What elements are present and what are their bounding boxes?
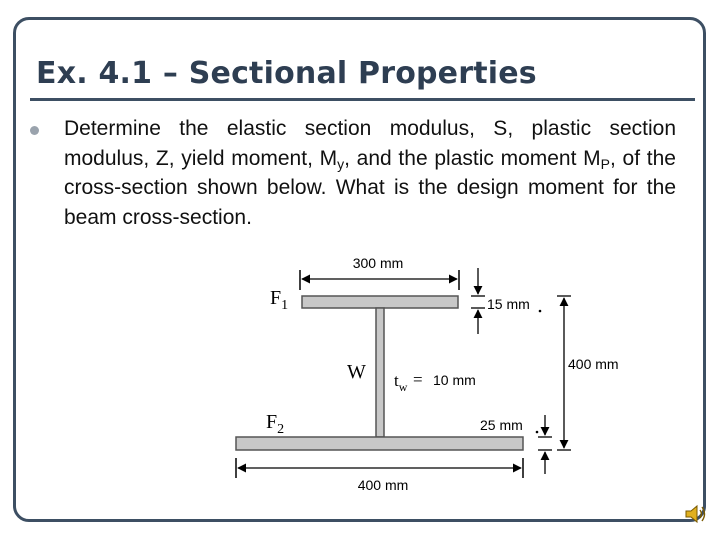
web-thickness-symbol: $t_w$ <box>394 371 408 394</box>
bottom-width-label: 400 mm <box>357 477 409 493</box>
web-thickness-value: 10 mm <box>433 372 476 388</box>
subscript-p: P <box>600 155 610 172</box>
top-flange-thickness-label: 15 mm <box>487 296 530 312</box>
top-flange <box>302 296 458 308</box>
statement-part-2: , and the plastic moment M <box>344 146 601 170</box>
statement-part-3: , of the cross-section shown below. What is the design moment for the beam cross-section. <box>64 146 676 229</box>
top-flange-dot <box>539 310 542 313</box>
slide-title: Ex. 4.1 – Sectional Properties <box>36 56 537 91</box>
subscript-y: y <box>337 155 345 172</box>
web <box>376 308 384 437</box>
web-thickness-eq: = <box>413 370 423 389</box>
top-flange-name: $F_1$ <box>270 287 289 313</box>
statement-part-1: Determine the elastic section modulus, S, plastic section modulus, Z, yield moment, M <box>64 117 676 170</box>
bottom-flange-name: $F_2$ <box>266 411 285 437</box>
bottom-flange <box>236 437 523 450</box>
top-width-label: 300 mm <box>352 255 404 271</box>
total-depth-label: 400 mm <box>568 356 619 372</box>
web-name: W <box>347 361 366 383</box>
speaker-icon[interactable] <box>684 503 708 525</box>
bottom-flange-thickness-label: 25 mm <box>480 417 523 433</box>
bottom-flange-dot <box>536 431 539 434</box>
